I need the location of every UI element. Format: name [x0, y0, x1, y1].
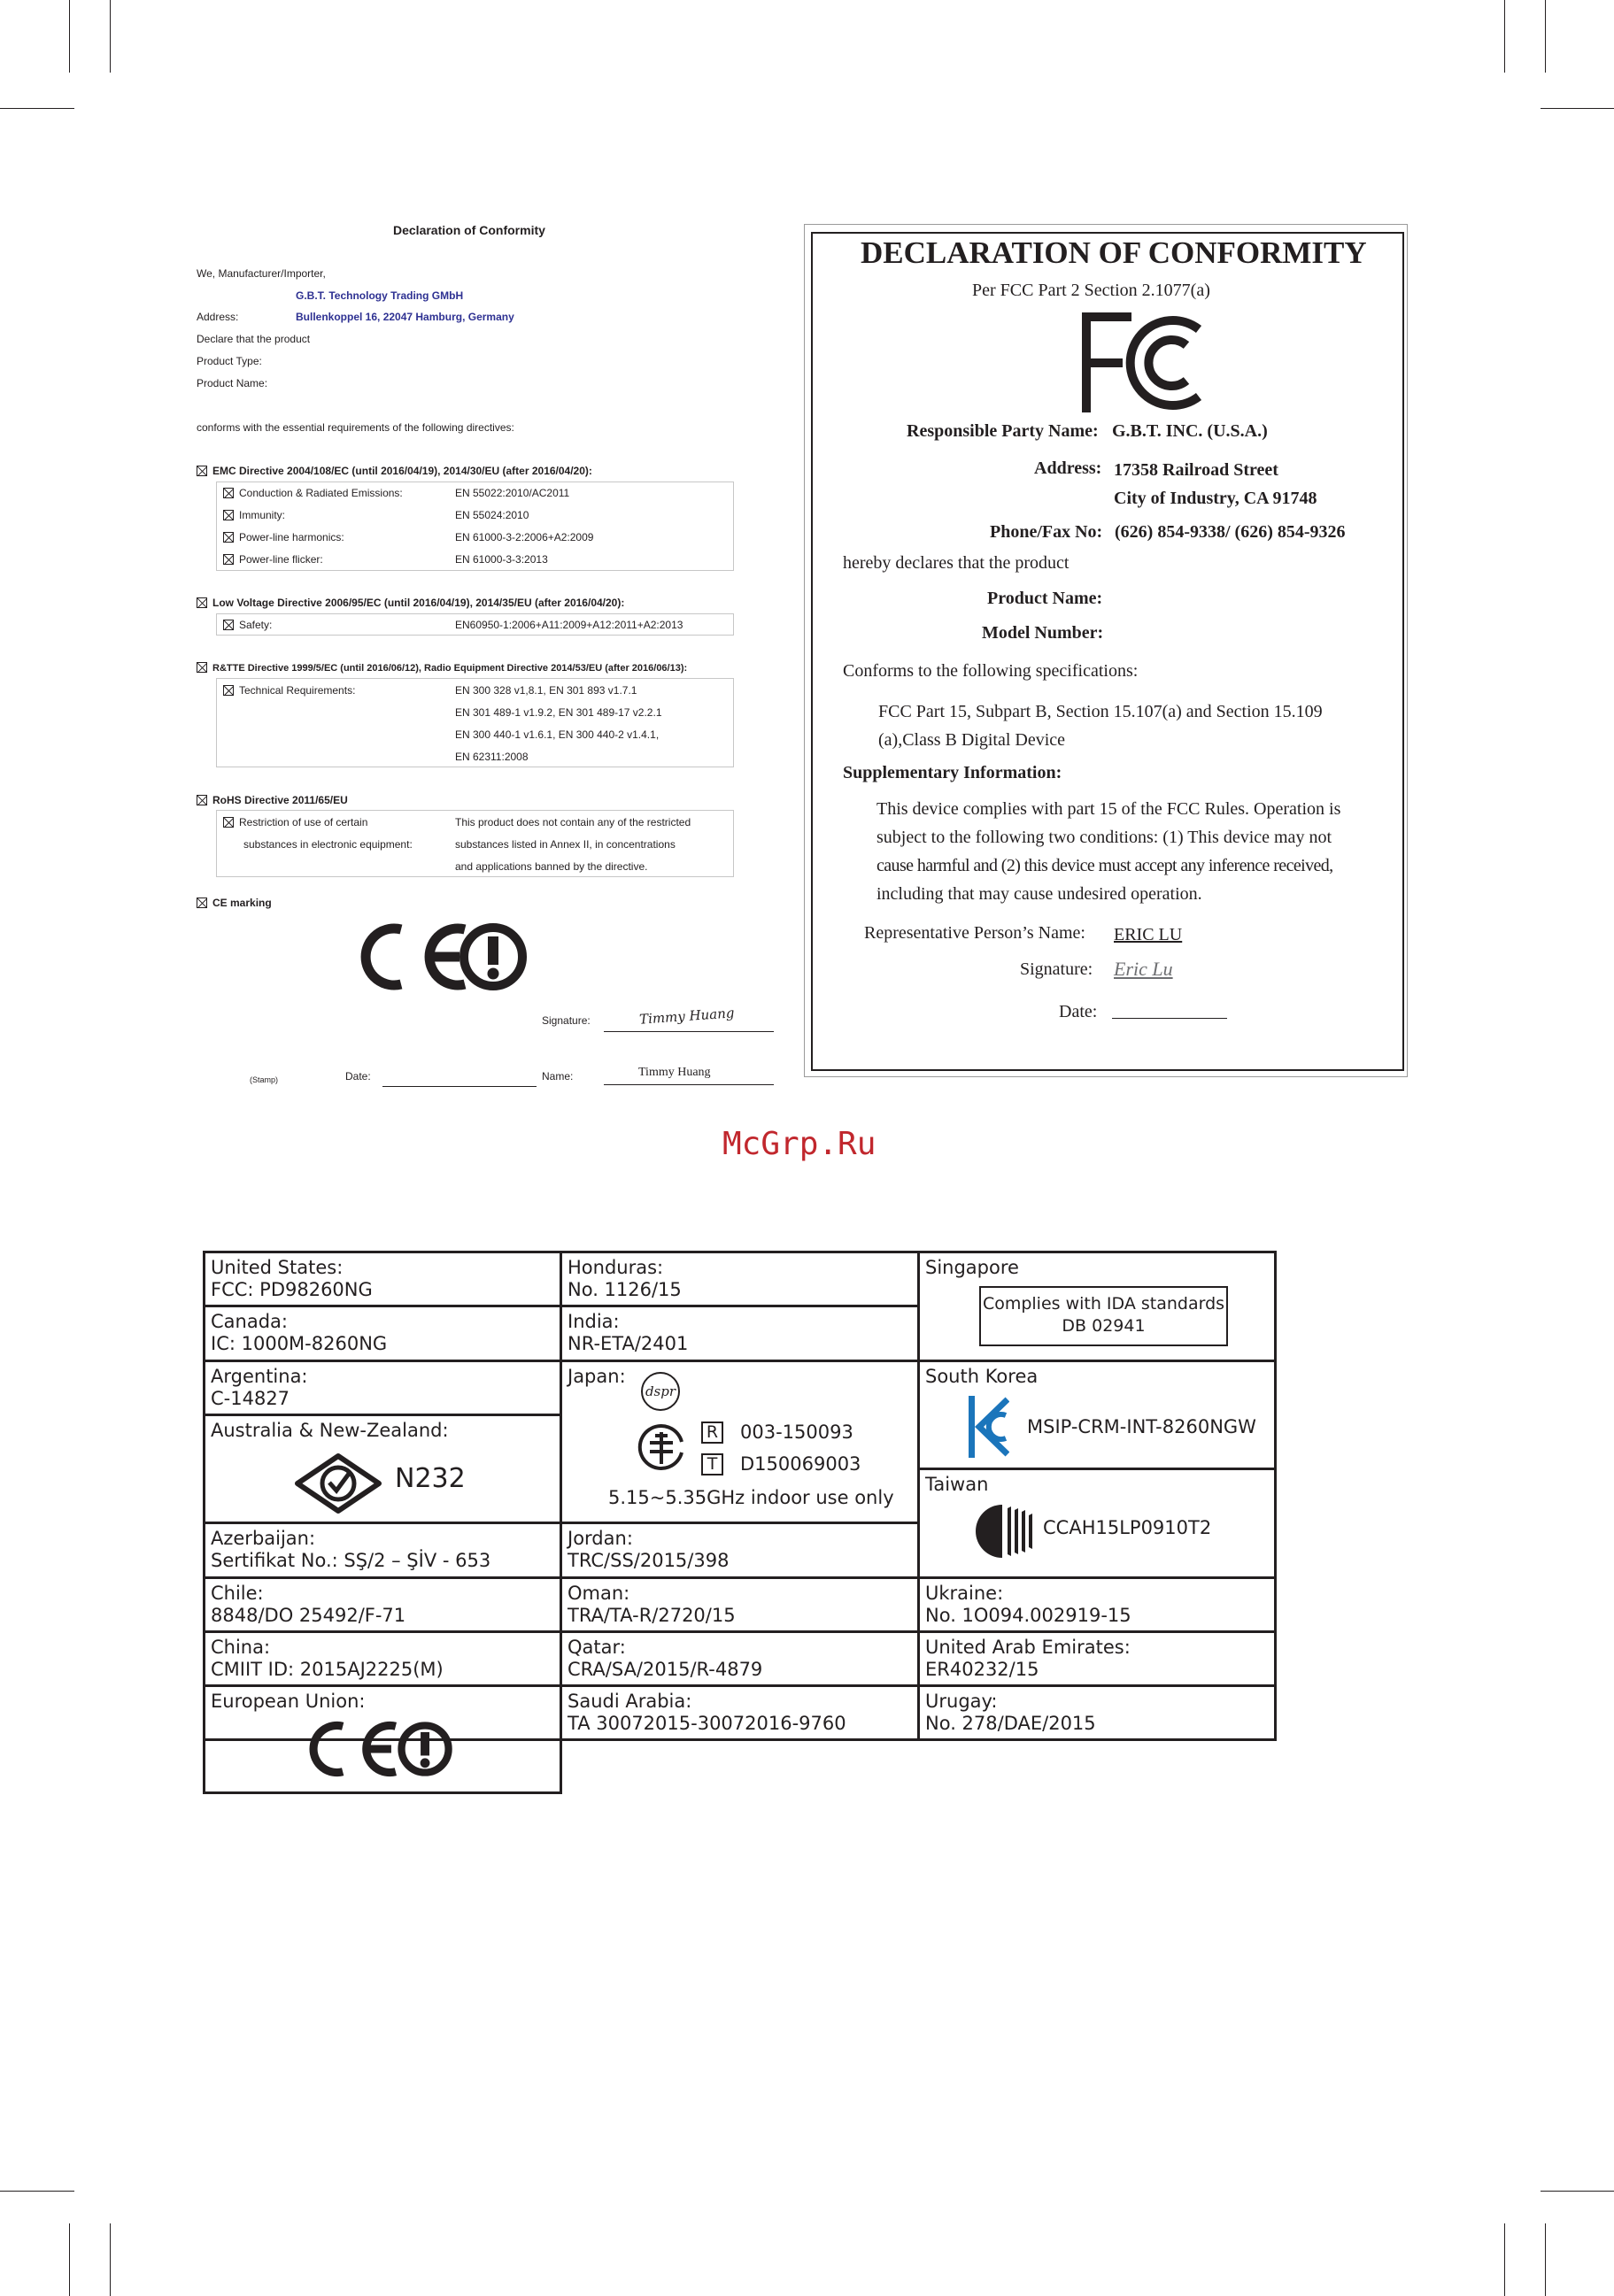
rtte-value: EN 301 489-1 v1.9.2, EN 301 489-17 v2.2.1 — [455, 706, 662, 719]
company-name: G.B.T. Technology Trading GMbH — [296, 289, 464, 302]
party-label: Responsible Party Name: — [907, 421, 1099, 441]
fcc-address-label: Address: — [1034, 458, 1102, 478]
kc-mark-icon — [967, 1394, 1009, 1460]
fcc-product-name-label: Product Name: — [987, 589, 1103, 608]
cert-india: India: NR-ETA/2401 — [568, 1311, 689, 1354]
cert-qatar: Qatar: CRA/SA/2015/R-4879 — [568, 1637, 763, 1680]
checked-box-icon — [223, 620, 234, 630]
ncc-mark-icon — [967, 1499, 1036, 1563]
spec-line: (a),Class B Digital Device — [878, 730, 1066, 750]
checked-box-icon — [223, 685, 234, 696]
signature-line — [604, 1031, 774, 1032]
date-line — [382, 1086, 537, 1087]
product-name-label: Product Name: — [197, 377, 268, 389]
svg-text:dspr: dspr — [645, 1383, 676, 1399]
cert-united-states: United States: FCC: PD98260NG — [211, 1257, 373, 1300]
emc-row-value: EN 61000-3-3:2013 — [455, 553, 548, 566]
rohs-value: and applications banned by the directive. — [455, 860, 648, 873]
cert-singapore: Singapore — [925, 1257, 1019, 1278]
name-line — [604, 1084, 774, 1085]
stamp-label: (Stamp) — [250, 1075, 279, 1084]
signature: Timmy Huang — [638, 1005, 735, 1028]
japan-t-code: D150069003 — [740, 1453, 861, 1475]
fcc-date-label: Date: — [1059, 1002, 1098, 1021]
date-label: Date: — [345, 1070, 371, 1083]
emc-row: Immunity: — [223, 509, 285, 521]
emc-row-value: EN 55024:2010 — [455, 509, 529, 521]
phone-label: Phone/Fax No: — [990, 522, 1103, 542]
checked-box-icon — [223, 532, 234, 543]
fcc-model-number-label: Model Number: — [982, 623, 1104, 643]
rep-label: Representative Person’s Name: — [864, 923, 1085, 943]
fcc-conforms-text: Conforms to the following specifications: — [843, 661, 1139, 681]
rcm-mark-icon — [292, 1452, 384, 1514]
emc-heading: EMC Directive 2004/108/EC (until 2016/04/19), 2014/30/EU (after 2016/04/20): — [197, 465, 592, 477]
cert-ukraine: Ukraine: No. 1O094.002919-15 — [925, 1583, 1131, 1626]
japan-indoor-note: 5.15~5.35GHz indoor use only — [608, 1487, 894, 1508]
fcc-address-line: City of Industry, CA 91748 — [1114, 489, 1317, 508]
cert-oman: Oman: TRA/TA-R/2720/15 — [568, 1583, 736, 1626]
australia-code: N232 — [395, 1463, 466, 1494]
emc-row: Power-line harmonics: — [223, 531, 344, 543]
singapore-ida-box: Complies with IDA standards DB 02941 — [979, 1286, 1228, 1346]
japan-t-box: T — [701, 1453, 723, 1475]
rohs-label-2: substances in electronic equipment: — [243, 838, 413, 851]
rtte-heading: R&TTE Directive 1999/5/EC (until 2016/06/12), Radio Equipment Directive 2014/53/EU (after 2016/06/13): — [197, 662, 687, 674]
cert-saudi-arabia: Saudi Arabia: TA 30072015-30072016-9760 — [568, 1691, 846, 1734]
cert-south-korea: South Korea — [925, 1366, 1039, 1387]
cert-taiwan: Taiwan — [925, 1474, 989, 1495]
checked-box-icon — [197, 795, 207, 805]
emc-row-value: EN 55022:2010/AC2011 — [455, 487, 570, 499]
checked-box-icon — [197, 662, 207, 673]
cert-canada: Canada: IC: 1000M-8260NG — [211, 1311, 388, 1354]
dspr-logo-icon — [639, 1370, 682, 1413]
spec-line: FCC Part 15, Subpart B, Section 15.107(a) and Section 15.109 — [878, 702, 1323, 721]
lvd-row: Safety: — [223, 619, 272, 631]
rtte-label: Technical Requirements: — [223, 684, 355, 697]
emc-row-value: EN 61000-3-2:2006+A2:2009 — [455, 531, 594, 543]
checked-box-icon — [197, 466, 207, 476]
cert-uruguay: Urugay: No. 278/DAE/2015 — [925, 1691, 1096, 1734]
cert-australia: Australia & New-Zealand: — [211, 1420, 449, 1441]
address-label: Address: — [197, 311, 239, 323]
fcc-signature: Eric Lu — [1114, 958, 1173, 980]
info-line: cause harmful and (2) this device must accept any inference received, — [877, 856, 1333, 875]
rtte-value: EN 62311:2008 — [455, 751, 529, 763]
cert-azerbaijan: Azerbaijan: Sertifikat No.: SŞ/2 – ŞİV - 653 — [211, 1528, 491, 1571]
rtte-value: EN 300 328 v1,8.1, EN 301 893 v1.7.1 — [455, 684, 637, 697]
rohs-label: Restriction of use of certain — [223, 816, 367, 828]
cert-japan: Japan: — [568, 1366, 626, 1387]
fcc-date-line — [1112, 1018, 1227, 1019]
cert-chile: Chile: 8848/DO 25492/F-71 — [211, 1583, 406, 1626]
emc-row: Conduction & Radiated Emissions: — [223, 487, 403, 499]
company-address: Bullenkoppel 16, 22047 Hamburg, Germany — [296, 311, 514, 323]
party-name: G.B.T. INC. (U.S.A.) — [1112, 421, 1268, 441]
rohs-value: substances listed in Annex II, in concentrations — [455, 838, 676, 851]
fcc-address-line: 17358 Railroad Street — [1114, 460, 1278, 480]
conforms-text: conforms with the essential requirements of the following directives: — [197, 421, 514, 434]
eu-ce-mark-icon — [292, 1719, 455, 1779]
japan-giteki-icon — [636, 1422, 687, 1473]
manufacturer-label: We, Manufacturer/Importer, — [197, 267, 326, 280]
rtte-value: EN 300 440-1 v1.6.1, EN 300 440-2 v1.4.1, — [455, 728, 660, 741]
ce-mark-icon — [341, 921, 536, 993]
cert-jordan: Jordan: TRC/SS/2015/398 — [568, 1528, 730, 1571]
info-line: This device complies with part 15 of the FCC Rules. Operation is — [877, 799, 1341, 819]
checked-box-icon — [223, 817, 234, 828]
rohs-value: This product does not contain any of the restricted — [455, 816, 691, 828]
signature-label: Signature: — [542, 1014, 591, 1027]
cert-argentina: Argentina: C-14827 — [211, 1366, 308, 1409]
fcc-subtitle: Per FCC Part 2 Section 2.1077(a) — [972, 281, 1210, 300]
ce-marking-label: CE marking — [197, 897, 272, 909]
south-korea-code: MSIP-CRM-INT-8260NGW — [1027, 1416, 1256, 1437]
eu-title: Declaration of Conformity — [393, 223, 545, 237]
printed-name: Timmy Huang — [638, 1066, 711, 1079]
checked-box-icon — [223, 488, 234, 498]
rep-name: ERIC LU — [1114, 925, 1183, 944]
cert-honduras: Honduras: No. 1126/15 — [568, 1257, 682, 1300]
declare-text: Declare that the product — [197, 333, 311, 345]
watermark: McGrp.Ru — [722, 1126, 877, 1162]
info-line: including that may cause undesired operation. — [877, 884, 1202, 904]
japan-r-code: 003-150093 — [740, 1422, 853, 1443]
emc-row: Power-line flicker: — [223, 553, 323, 566]
info-line: subject to the following two conditions: (1) This device may not — [877, 828, 1332, 847]
hereby-text: hereby declares that the product — [843, 553, 1070, 573]
fcc-logo-icon — [1077, 312, 1218, 414]
cert-uae: United Arab Emirates: ER40232/15 — [925, 1637, 1131, 1680]
supplementary-heading: Supplementary Information: — [843, 763, 1062, 782]
cert-china: China: CMIIT ID: 2015AJ2225(M) — [211, 1637, 444, 1680]
fcc-title: DECLARATION OF CONFORMITY — [861, 235, 1367, 270]
checked-box-icon — [223, 554, 234, 565]
rohs-heading: RoHS Directive 2011/65/EU — [197, 794, 348, 806]
fcc-signature-label: Signature: — [1020, 959, 1093, 979]
lvd-heading: Low Voltage Directive 2006/95/EC (until 2016/04/19), 2014/35/EU (after 2016/04/20): — [197, 597, 624, 609]
japan-r-box: R — [701, 1422, 723, 1444]
product-type-label: Product Type: — [197, 355, 262, 367]
lvd-row-value: EN60950-1:2006+A11:2009+A12:2011+A2:2013 — [455, 619, 683, 631]
checked-box-icon — [223, 510, 234, 520]
cert-european-union: European Union: — [211, 1691, 366, 1712]
taiwan-code: CCAH15LP0910T2 — [1043, 1517, 1212, 1538]
checked-box-icon — [197, 898, 207, 908]
phone-value: (626) 854-9338/ (626) 854-9326 — [1115, 522, 1346, 542]
checked-box-icon — [197, 597, 207, 608]
name-label: Name: — [542, 1070, 574, 1083]
